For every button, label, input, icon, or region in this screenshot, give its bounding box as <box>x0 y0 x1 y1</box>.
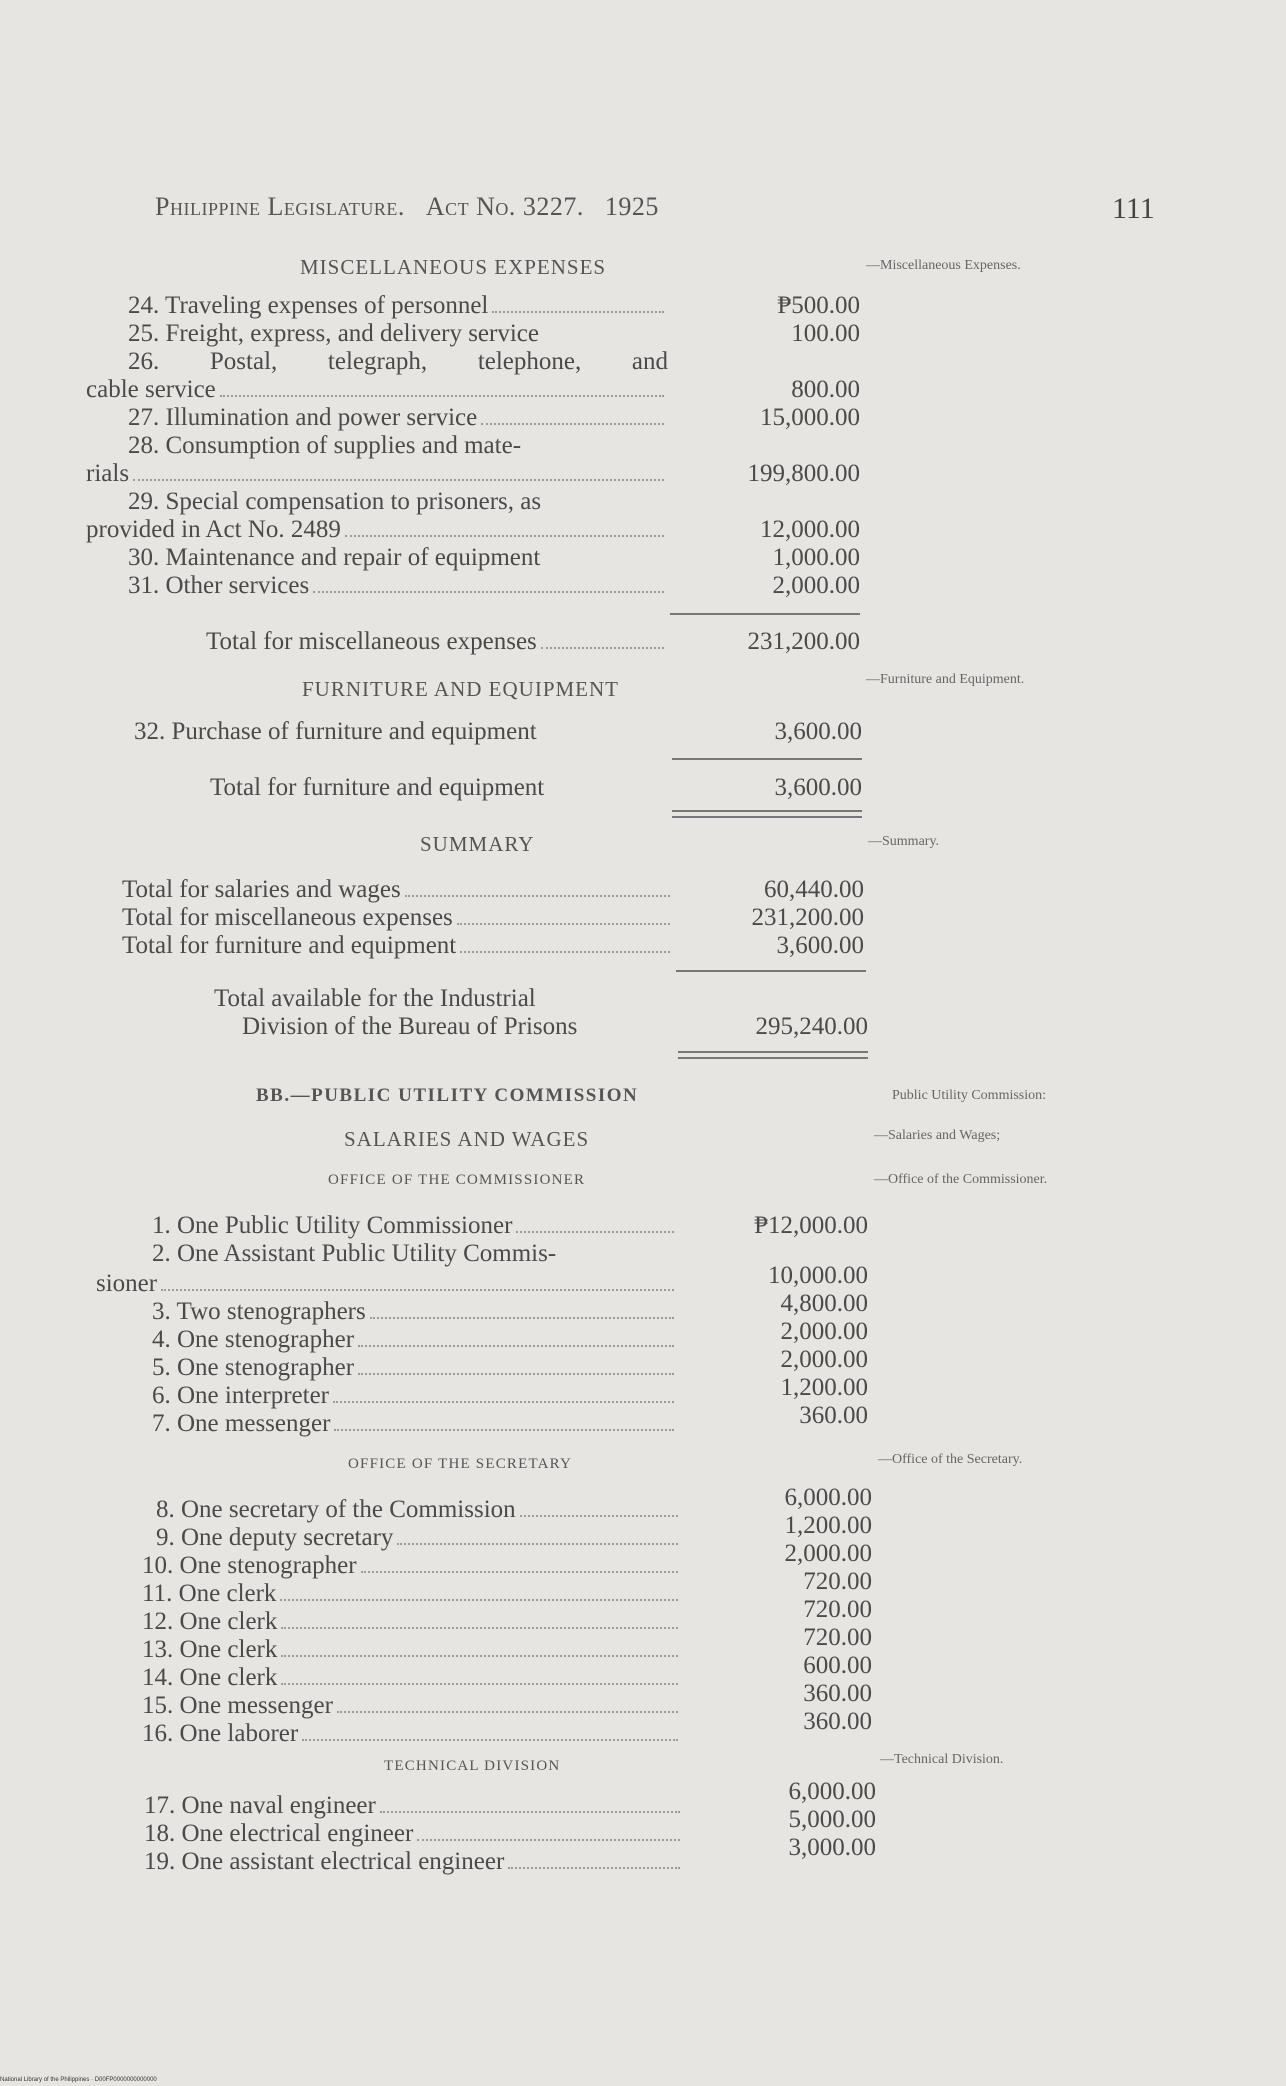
list-item: 12. One clerk <box>142 1608 682 1636</box>
list-item: 19. One assistant electrical engineer <box>144 1848 684 1876</box>
margin-note-puc: Public Utility Commission: <box>892 1088 1047 1103</box>
margin-note-misc: —Miscellaneous Expenses. <box>866 258 1021 273</box>
list-item: 18. One electrical engineer <box>144 1820 684 1848</box>
list-item: 25. Freight, express, and delivery service <box>128 320 539 347</box>
item-amount: 6,000.00 <box>788 1778 876 1805</box>
subheading-commissioner: OFFICE OF THE COMMISSIONER <box>328 1172 586 1188</box>
total-row-furniture: Total for furniture and equipment <box>210 774 545 801</box>
list-item: 13. One clerk <box>142 1636 682 1664</box>
page-number: 111 <box>1112 192 1155 225</box>
double-rule <box>678 1051 868 1059</box>
section-heading-puc: BB.—PUBLIC UTILITY COMMISSION <box>256 1085 639 1106</box>
summary-total-line2: Division of the Bureau of Prisons <box>242 1013 578 1040</box>
list-item: 5. One stenographer <box>152 1354 678 1382</box>
total-amount-furniture: 3,600.00 <box>774 774 862 801</box>
subheading-technical: TECHNICAL DIVISION <box>384 1758 561 1774</box>
total-rule <box>672 758 862 760</box>
item-amount: 2,000.00 <box>780 1346 868 1373</box>
item-amount: 60,440.00 <box>764 876 864 903</box>
item-amount: ₱500.00 <box>777 292 860 319</box>
list-item: rials <box>86 460 668 488</box>
item-amount: 3,600.00 <box>774 718 862 745</box>
item-amount: 2,000.00 <box>780 1318 868 1345</box>
section-heading-summary: SUMMARY <box>420 832 535 856</box>
item-amount: 360.00 <box>803 1680 872 1707</box>
summary-total-line1: Total available for the Industrial <box>214 985 536 1012</box>
list-item: 7. One messenger <box>152 1410 678 1438</box>
item-amount: 360.00 <box>799 1402 868 1429</box>
item-amount: ₱12,000.00 <box>754 1212 868 1239</box>
item-amount: 3,600.00 <box>776 932 864 959</box>
list-item: Total for salaries and wages <box>122 876 674 904</box>
scan-footer: National Library of the Philippines · D00FP0000000000000 <box>0 2077 157 2083</box>
item-amount: 15,000.00 <box>760 404 860 431</box>
list-item: 10. One stenographer <box>142 1552 682 1580</box>
margin-note-secretary: —Office of the Secretary. <box>878 1452 1023 1467</box>
header-act: Act No. 3227. <box>425 192 584 221</box>
list-item: 11. One clerk <box>142 1580 682 1608</box>
total-amount-misc: 231,200.00 <box>747 628 860 655</box>
item-amount: 199,800.00 <box>747 460 860 487</box>
list-item: Total for miscellaneous expenses <box>122 904 674 932</box>
list-item: 17. One naval engineer <box>144 1792 684 1820</box>
list-item: 6. One interpreter <box>152 1382 678 1410</box>
section-heading-furniture: FURNITURE AND EQUIPMENT <box>302 677 619 701</box>
header-legislature: Philippine Legislature. <box>155 192 405 221</box>
list-item: 2. One Assistant Public Utility Commis- <box>152 1240 557 1267</box>
list-item: 9. One deputy secretary <box>156 1524 682 1552</box>
list-item: 27. Illumination and power service <box>128 404 668 432</box>
double-rule <box>672 810 862 818</box>
list-item: 16. One laborer <box>142 1720 682 1748</box>
list-item: Total for furniture and equipment <box>122 932 674 960</box>
item-amount: 10,000.00 <box>768 1262 868 1289</box>
item-amount: 360.00 <box>803 1708 872 1735</box>
list-item: 31. Other services <box>128 572 668 600</box>
margin-note-salaries: —Salaries and Wages; <box>874 1128 1001 1143</box>
list-item: cable service <box>86 376 668 404</box>
margin-note-technical: —Technical Division. <box>880 1752 1004 1767</box>
subheading-salaries: SALARIES AND WAGES <box>344 1127 590 1151</box>
list-item: 26. Postal, telegraph, telephone, and <box>128 348 668 375</box>
total-rule <box>676 970 866 972</box>
item-amount: 2,000.00 <box>784 1540 872 1567</box>
margin-note-furniture: —Furniture and Equipment. <box>866 672 1025 687</box>
list-item: 24. Traveling expenses of personnel <box>128 292 668 320</box>
item-amount: 12,000.00 <box>760 516 860 543</box>
item-amount: 5,000.00 <box>788 1806 876 1833</box>
item-amount: 100.00 <box>791 320 860 347</box>
section-heading-misc: MISCELLANEOUS EXPENSES <box>300 255 607 279</box>
item-amount: 720.00 <box>803 1596 872 1623</box>
summary-total-amount: 295,240.00 <box>755 1013 868 1040</box>
list-item: 15. One messenger <box>142 1692 682 1720</box>
item-amount: 1,200.00 <box>784 1512 872 1539</box>
item-amount: 1,000.00 <box>772 544 860 571</box>
list-item: 32. Purchase of furniture and equipment <box>134 718 537 745</box>
margin-note-commissioner: —Office of the Commissioner. <box>874 1172 1048 1187</box>
list-item: 4. One stenographer <box>152 1326 678 1354</box>
item-amount: 6,000.00 <box>784 1484 872 1511</box>
margin-note-summary: —Summary. <box>868 834 940 849</box>
total-row-misc: Total for miscellaneous expenses <box>206 628 668 656</box>
item-amount: 2,000.00 <box>772 572 860 599</box>
item-amount: 720.00 <box>803 1624 872 1651</box>
list-item: 30. Maintenance and repair of equipment <box>128 544 541 571</box>
header-year: 1925 <box>604 192 659 221</box>
subheading-secretary: OFFICE OF THE SECRETARY <box>348 1456 573 1472</box>
total-rule <box>670 613 860 615</box>
item-amount: 4,800.00 <box>780 1290 868 1317</box>
list-item: sioner <box>96 1270 678 1298</box>
list-item: 28. Consumption of supplies and mate- <box>128 432 522 459</box>
item-amount: 1,200.00 <box>780 1374 868 1401</box>
item-amount: 231,200.00 <box>751 904 864 931</box>
list-item: 29. Special compensation to prisoners, as <box>128 488 542 515</box>
list-item: 8. One secretary of the Commission <box>156 1496 682 1524</box>
item-amount: 3,000.00 <box>788 1834 876 1861</box>
item-amount: 720.00 <box>803 1568 872 1595</box>
list-item: 14. One clerk <box>142 1664 682 1692</box>
list-item: 1. One Public Utility Commissioner <box>152 1212 678 1240</box>
item-amount: 600.00 <box>803 1652 872 1679</box>
item-amount: 800.00 <box>791 376 860 403</box>
running-header <box>155 192 659 222</box>
list-item: provided in Act No. 2489 <box>86 516 668 544</box>
list-item: 3. Two stenographers <box>152 1298 678 1326</box>
